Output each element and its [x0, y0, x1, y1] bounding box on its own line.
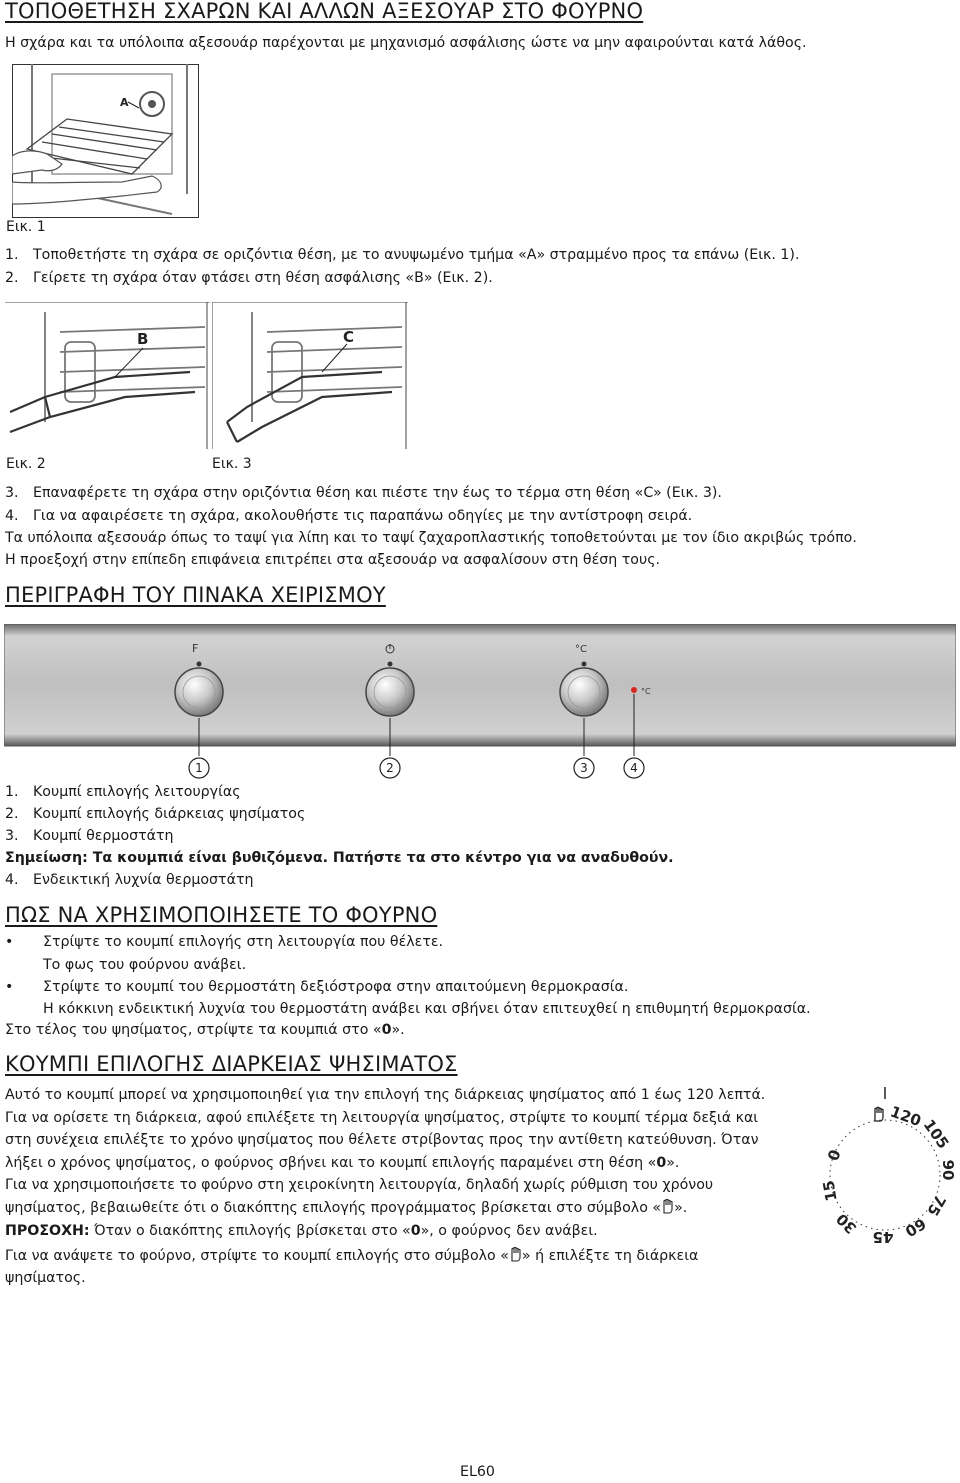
timer-knob[interactable]	[366, 668, 414, 716]
step-2: 2. Γείρετε τη σχάρα όταν φτάσει στη θέση ασφάλισης «Β» (Εικ. 2).	[5, 270, 493, 286]
use-bullet-2: • Στρίψτε το κουμπί του θερμοστάτη δεξιόστροφα στην απαιτούμενη θερμοκρασία.	[5, 979, 629, 995]
timer-line-9: ψησίματος.	[5, 1270, 86, 1286]
figure-2-label: B	[137, 330, 149, 348]
dial-label-60: 60	[901, 1214, 930, 1241]
dial-label-15: 15	[819, 1179, 841, 1203]
dial-label-45: 45	[872, 1228, 894, 1246]
dial-label-105: 105	[919, 1116, 953, 1153]
panel-note: Σημείωση: Τα κουμπιά είναι βυθιζόμενα. Πατήστε τα στο κέντρο για να αναδυθούν.	[5, 850, 674, 866]
use-bullet-1-cont: Το φως του φούρνου ανάβει.	[43, 957, 247, 973]
use-end-text: Στο τέλος του ψησίματος, στρίψτε τα κουμπιά στο «0».	[5, 1022, 405, 1038]
timer-line-7: ΠΡΟΣΟΧΗ: Όταν ο διακόπτης επιλογής βρίσκεται στο «0», ο φούρνος δεν ανάβει.	[5, 1223, 598, 1239]
knob-3-symbol: °C	[575, 644, 587, 655]
knob-1-symbol: F	[192, 642, 199, 655]
intro-text: Η σχάρα και τα υπόλοιπα αξεσουάρ παρέχονται με μηχανισμό ασφάλισης ώστε να μην αφαιρούνται κατά λάθος.	[5, 35, 807, 51]
panel-item-2: 2. Κουμπί επιλογής διάρκειας ψησίματος	[5, 806, 306, 822]
figure-1-label: A	[120, 96, 129, 109]
timer-line-3: στη συνέχεια επιλέξτε το χρόνο ψησίματος που θέλετε στρίβοντας προς την αντίθετη κατεύθυνση. Όταν	[5, 1132, 759, 1148]
callout-1: 1	[195, 761, 203, 775]
function-selector-knob[interactable]	[175, 668, 223, 716]
hand-manual-icon	[509, 1247, 522, 1262]
note-protrusion: Η προεξοχή στην επίπεδη επιφάνεια επιτρέπει στα αξεσουάρ να ασφαλίσουν στη θέση τους.	[5, 552, 661, 568]
page-number: EL60	[460, 1464, 495, 1480]
panel-item-3: 3. Κουμπί θερμοστάτη	[5, 828, 174, 844]
timer-line-1: Αυτό το κουμπί μπορεί να χρησιμοποιηθεί για την επιλογή της διάρκειας ψησίματος από 1 έως 120 λεπτά.	[5, 1087, 766, 1103]
figure-3-caption: Εικ. 3	[212, 456, 252, 472]
panel-item-1: 1. Κουμπί επιλογής λειτουργίας	[5, 784, 241, 800]
figure-1-caption: Εικ. 1	[6, 219, 46, 235]
figure-2-rack-tilted	[5, 302, 210, 450]
step-4: 4. Για να αφαιρέσετε τη σχάρα, ακολουθήστε τις παραπάνω οδηγίες με την αντίστροφη σειρά.	[5, 508, 693, 524]
section-title-racks: ΤΟΠΟΘΕΤΗΣΗ ΣΧΑΡΩΝ ΚΑΙ ΑΛΛΩΝ ΑΞΕΣΟΥΑΡ ΣΤΟ ΦΟΥΡΝΟ	[5, 0, 644, 23]
dial-label-75: 75	[923, 1191, 950, 1220]
figure-1-rack-insert	[12, 64, 202, 219]
figure-3-rack-pushed	[212, 302, 408, 450]
figure-3-label: C	[343, 328, 355, 346]
callout-4: 4	[630, 761, 638, 775]
timer-line-4: λήξει ο χρόνος ψησίματος, ο φούρνος σβήνει και το κουμπί επιλογής παραμένει στη θέση «0».	[5, 1155, 680, 1171]
timer-line-8: Για να ανάψετε το φούρνο, στρίψτε το κουμπί επιλογής στο σύμβολο « » ή επιλέξτε τη διάρκεια	[5, 1248, 699, 1264]
timer-line-6: ψησίματος, βεβαιωθείτε ότι ο διακόπτης επιλογής προγράμματος βρίσκεται στο σύμβολο « ».	[5, 1200, 688, 1216]
use-bullet-2-cont: Η κόκκινη ενδεικτική λυχνία του θερμοστάτη ανάβει και σβήνει όταν επιτευχθεί η επιθυμητή θερμοκρασία.	[43, 1001, 811, 1017]
section-title-how-to-use: ΠΩΣ ΝΑ ΧΡΗΣΙΜΟΠΟΙΗΣΕΤΕ ΤΟ ΦΟΥΡΝΟ	[5, 903, 438, 927]
step-3: 3. Επαναφέρετε τη σχάρα στην οριζόντια θέση και πιέστε την έως το τέρμα στη θέση «C» (Εικ. 3).	[5, 485, 722, 501]
timer-line-5: Για να χρησιμοποιήσετε το φούρνο στη χειροκίνητη λειτουργία, δηλαδή χωρίς ρύθμιση του χρόνου	[5, 1177, 714, 1193]
callout-3: 3	[580, 761, 588, 775]
callout-2: 2	[386, 761, 394, 775]
panel-item-4: 4. Ενδεικτική λυχνία θερμοστάτη	[5, 872, 254, 888]
thermostat-knob[interactable]	[560, 668, 608, 716]
note-accessories: Τα υπόλοιπα αξεσουάρ όπως το ταψί για λίπη και το ταψί ζαχαροπλαστικής τοποθετούνται με τον ίδιο ακριβώς τρόπο.	[5, 530, 857, 546]
section-title-timer-knob: ΚΟΥΜΠΙ ΕΠΙΛΟΓΗΣ ΔΙΑΡΚΕΙΑΣ ΨΗΣΙΜΑΤΟΣ	[5, 1052, 458, 1076]
figure-2-caption: Εικ. 2	[6, 456, 46, 472]
timer-line-2: Για να ορίσετε τη διάρκεια, αφού επιλέξετε τη λειτουργία ψησίματος, στρίψτε το κουμπί τέρμα δεξιά και	[5, 1110, 759, 1126]
thermostat-indicator-lamp	[631, 687, 637, 693]
hand-manual-icon	[661, 1199, 674, 1214]
dial-label-0: 0	[824, 1147, 845, 1164]
timer-dial-illustration	[805, 1085, 960, 1260]
control-panel-illustration	[4, 624, 956, 784]
section-title-control-panel: ΠΕΡΙΓΡΑΦΗ ΤΟΥ ΠΙΝΑΚΑ ΧΕΙΡΙΣΜΟΥ	[5, 583, 386, 607]
use-bullet-1: • Στρίψτε το κουμπί επιλογής στη λειτουργία που θέλετε.	[5, 934, 444, 950]
hand-manual-icon	[875, 1107, 883, 1121]
lamp-symbol: °C	[641, 687, 651, 696]
dial-label-30: 30	[832, 1209, 861, 1238]
step-1: 1. Τοποθετήστε τη σχάρα σε οριζόντια θέση, με το ανυψωμένο τμήμα «Α» στραμμένο προς τα επάνω (Εικ. 1).	[5, 247, 800, 263]
dial-label-120: 120	[887, 1102, 924, 1131]
dial-label-90: 90	[939, 1159, 957, 1181]
